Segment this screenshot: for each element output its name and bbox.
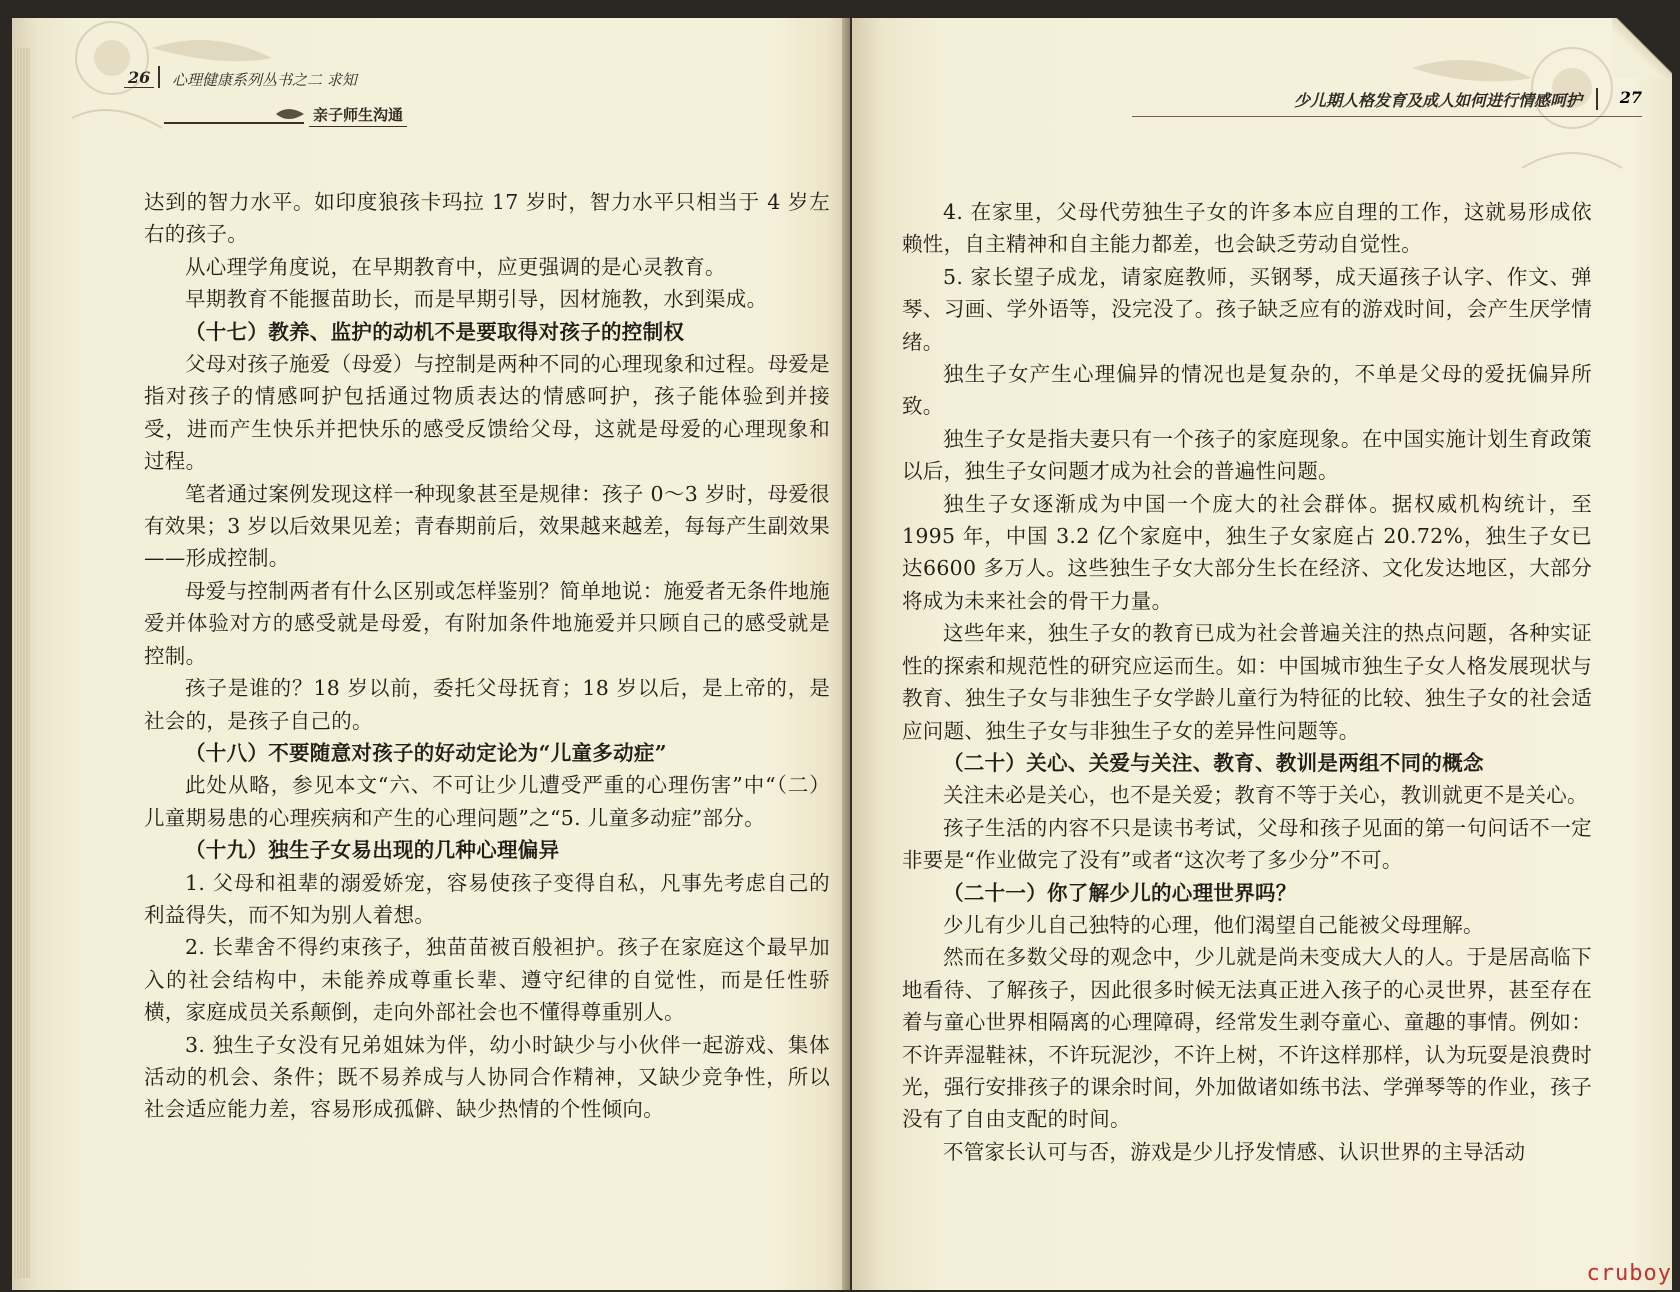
watermark: cruboy [1586,1261,1672,1286]
page-edges [12,48,30,1278]
right-page-header [992,76,1642,126]
section-title: 亲子师生沟通 [309,104,407,127]
paragraph: 从心理学角度说，在早期教育中，应更强调的是心灵教育。 [185,254,726,279]
left-page-header [124,58,824,124]
header-divider [158,66,160,88]
paragraph: 笔者通过案例发现这样一种现象甚至是规律：孩子 0～3 岁时，母爱很有效果；3 岁以后效果见差；青春期前后，效果越来越差，每每产生副效果——形成控制。 [144,481,830,571]
paragraph: 早期教育不能揠苗助长，而是早期引导，因材施教，水到渠成。 [185,287,768,312]
paragraph: 关注未必是关心，也不是关爱；教育不等于关心，教训就更不是关心。 [943,783,1588,808]
paragraph: 5. 家长望子成龙，请家庭教师，买钢琴，成天逼孩子认字、作文、弹琴、习画、学外语等，没完没了。孩子缺乏应有的游戏时间，会产生厌学情绪。 [902,264,1592,354]
paragraph: 父母对孩子施爱（母爱）与控制是两种不同的心理现象和过程。母爱是指对孩子的情感呵护包括通过物质表达的情感呵护，孩子能体验到并接受，进而产生快乐并把快乐的感受反馈给父母，这就是母爱的心理现象和过程。 [144,352,830,474]
paragraph: 达到的智力水平。如印度狼孩卡玛拉 17 岁时，智力水平只相当于 4 岁左右的孩子。 [144,190,830,247]
header-divider [1596,88,1598,110]
paragraph: 2. 长辈舍不得约束孩子，独苗苗被百般袒护。孩子在家庭这个最早加入的社会结构中，未能养成尊重长辈、遵守纪律的自觉性，而是任性骄横，家庭成员关系颠倒，走向外部社会也不懂得尊重别人。 [144,935,830,1025]
paragraph: 这些年来，独生子女的教育已成为社会普遍关注的热点问题，各种实证性的探索和规范性的研究应运而生。如：中国城市独生子女人格发展现状与教育、独生子女与非独生子女学龄儿童行为特征的比较、独生子女的社会适应问题、独生子女与非独生子女的差异性问题等。 [902,621,1592,743]
paragraph: 然而在多数父母的观念中，少儿就是尚未变成大人的人。于是居高临下地看待、了解孩子，因此很多时候无法真正进入孩子的心灵世界，甚至存在着与童心世界相隔离的心理障碍，经常发生剥夺童心、童趣的事情。例如：不许弄湿鞋袜，不许玩泥沙，不许上树，不许这样那样，认为玩耍是浪费时光，强行安排孩子的课余时间，外加做诸如练书法、学弹琴等的作业，孩子没有了自由支配的时间。 [902,945,1592,1132]
paragraph: 1. 父母和祖辈的溺爱娇宠，容易使孩子变得自私，凡事先考虑自己的利益得失，而不知为别人着想。 [144,870,830,927]
right-page-body [902,196,1592,1168]
section-heading: （二十）关心、关爱与关注、教育、教训是两组不同的概念 [943,750,1484,775]
paragraph: 孩子生活的内容不只是读书考试，父母和孩子见面的第一句问话不一定非要是“作业做完了没有”或者“这次考了多少分”不可。 [902,815,1592,873]
paragraph: 少儿有少儿自己独特的心理，他们渴望自己能被父母理解。 [943,912,1484,937]
paragraph: 不管家长认可与否，游戏是少儿抒发情感、认识世界的主导活动 [943,1139,1526,1164]
paragraph: 4. 在家里，父母代劳独生子女的许多本应自理的工作，这就易形成依赖性，自主精神和自主能力都差，也会缺乏劳动自觉性。 [902,200,1592,257]
header-rule [164,122,304,124]
series-title: 心理健康系列丛书之二 求知 [172,71,357,89]
left-page-body [144,186,830,1126]
section-heading: （十七）教养、监护的动机不是要取得对孩子的控制权 [185,319,685,344]
page-number: 27 [1619,88,1642,107]
paragraph: 孩子是谁的？18 岁以前，委托父母抚育；18 岁以后，是上帝的，是社会的，是孩子自己的。 [144,676,830,733]
section-heading: （二十一）你了解少儿的心理世界吗？ [943,880,1297,905]
page-curl [1612,18,1672,78]
open-book [12,18,1672,1290]
paragraph: 独生子女产生心理偏异的情况也是复杂的，不单是父母的爱抚偏异所致。 [902,362,1592,419]
paragraph: 母爱与控制两者有什么区别或怎样鉴别？简单地说：施爱者无条件地施爱并体验对方的感受就是母爱，有附加条件地施爱并只顾自己的感受就是控制。 [144,578,830,668]
section-heading: （十九）独生子女易出现的几种心理偏异 [185,838,560,863]
paragraph: 独生子女是指夫妻只有一个孩子的家庭现象。在中国实施计划生育政策以后，独生子女问题才成为社会的普遍性问题。 [902,426,1592,484]
paragraph: 3. 独生子女没有兄弟姐妹为伴，幼小时缺少与小伙伴一起游戏、集体活动的机会、条件；既不易养成与人协同合作精神，又缺少竞争性，所以社会适应能力差，容易形成孤僻、缺少热情的个性倾向。 [144,1032,830,1122]
left-page [12,18,850,1290]
page-number: 26 [124,68,154,88]
paragraph: 独生子女逐渐成为中国一个庞大的社会群体。据权威机构统计，至1995 年，中国 3.2 亿个家庭中，独生子女家庭占 20.72%，独生子女已达6600 多万人。这些独生子女大部分生长在经济、文化发达地区，大部分将成为未来社会的骨干力量。 [902,491,1592,613]
leaf-icon [274,106,306,122]
section-heading: （十八）不要随意对孩子的好动定论为“儿童多动症” [185,740,667,765]
chapter-title: 少儿期人格发育及成人如何进行情感呵护 [1293,91,1582,110]
paragraph: 此处从略，参见本文“六、不可让少儿遭受严重的心理伤害”中“（二）儿童期易患的心理疾病和产生的心理问题”之“5. 儿童多动症”部分。 [144,773,830,830]
header-rule [1132,116,1642,117]
